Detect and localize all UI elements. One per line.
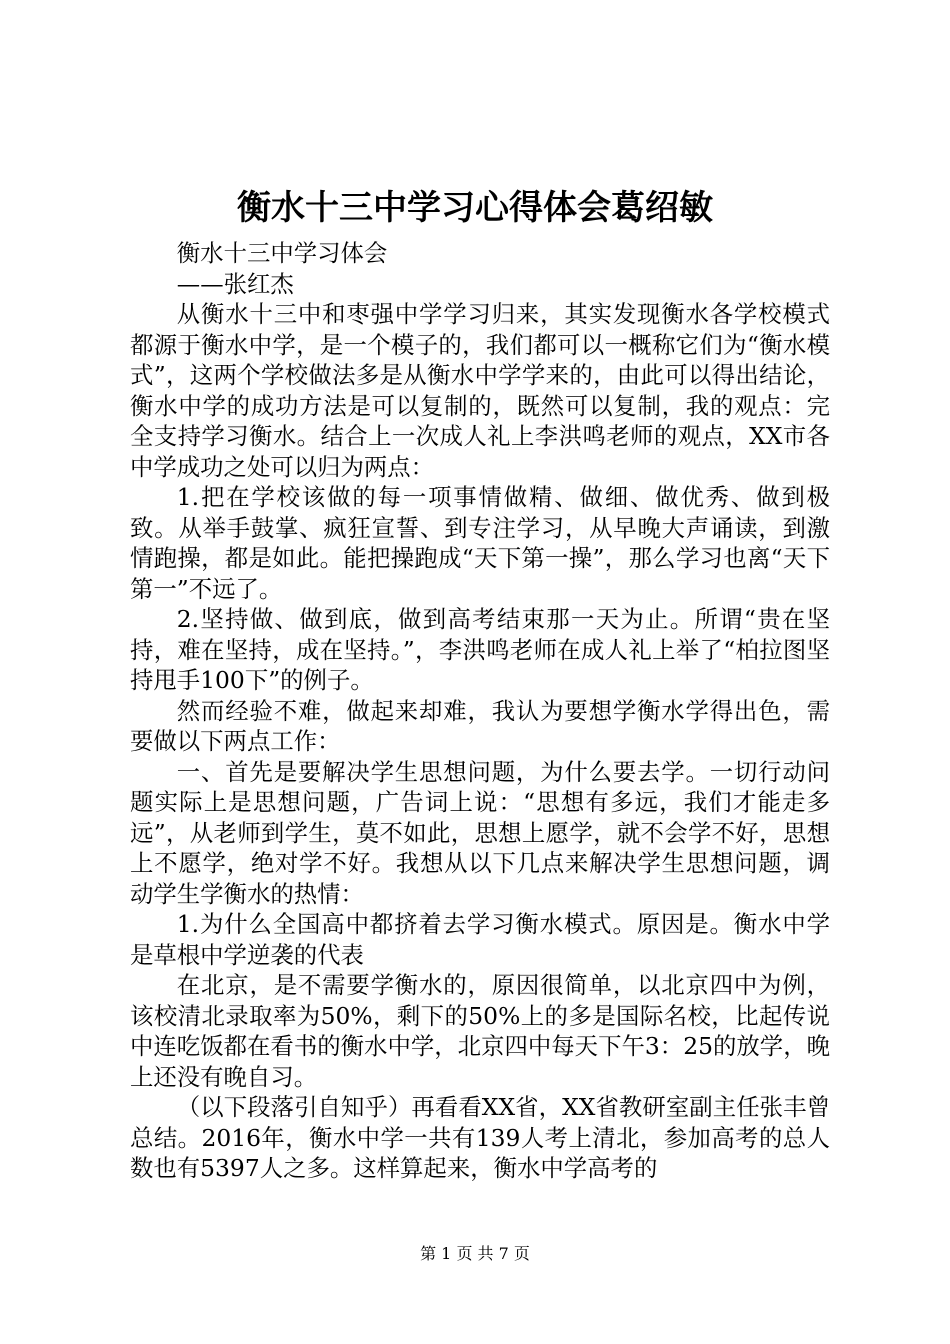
body-paragraph: （以下段落引自知乎）再看看XX省，XX省教研室副主任张丰曾总结。2016年，衡水中学一共有139人考上清北，参加高考的总人数也有5397人之多。这样算起来，衡水中学高考的 bbox=[130, 1093, 830, 1182]
body-paragraph: 然而经验不难，做起来却难，我认为要想学衡水学得出色，需要做以下两点工作： bbox=[130, 696, 830, 755]
document-body bbox=[130, 238, 830, 1184]
subtitle: 衡水十三中学习体会 bbox=[176, 239, 388, 267]
body-paragraph: 2.坚持做、做到底，做到高考结束那一天为止。所谓“贵在坚持，难在坚持，成在坚持。”，李洪鸣老师在成人礼上举了“柏拉图坚持甩手100下”的例子。 bbox=[130, 605, 830, 694]
body-paragraph: 在北京，是不需要学衡水的，原因很简单，以北京四中为例，该校清北录取率为50%，剩下的50%上的多是国际名校，比起传说中连吃饭都在看书的衡水中学，北京四中每天下午3：25的放学，晚上还没有晚自习。 bbox=[130, 971, 830, 1091]
body-paragraph: 一、首先是要解决学生思想问题，为什么要去学。一切行动问题实际上是思想问题，广告词上说：“思想有多远，我们才能走多远”，从老师到学生，莫不如此，思想上愿学，就不会学不好，思想上不愿学，绝对学不好。我想从以下几点来解决学生思想问题，调动学生学衡水的热情： bbox=[130, 757, 830, 908]
page-number-footer: 第 1 页 共 7 页 bbox=[420, 1244, 530, 1263]
body-paragraph: 从衡水十三中和枣强中学学习归来，其实发现衡水各学校模式都源于衡水中学，是一个模子的，我们都可以一概称它们为“衡水模式”，这两个学校做法多是从衡水中学学来的，由此可以得出结论，衡水中学的成功方法是可以复制的，既然可以复制，我的观点：完全支持学习衡水。结合上一次成人礼上李洪鸣老师的观点，XX市各中学成功之处可以归为两点： bbox=[130, 300, 830, 481]
body-paragraph: 1.把在学校该做的每一项事情做精、做细、做优秀、做到极致。从举手鼓掌、疯狂宣誓、到专注学习，从早晚大声诵读，到激情跑操，都是如此。能把操跑成“天下第一操”，那么学习也离“天下第一”不远了。 bbox=[130, 483, 830, 603]
document-title: 衡水十三中学习心得体会葛绍敏 bbox=[237, 188, 713, 228]
body-paragraph: 1.为什么全国高中都挤着去学习衡水模式。原因是。衡水中学是草根中学逆袭的代表 bbox=[130, 910, 830, 969]
author-line: ——张红杰 bbox=[176, 269, 294, 298]
